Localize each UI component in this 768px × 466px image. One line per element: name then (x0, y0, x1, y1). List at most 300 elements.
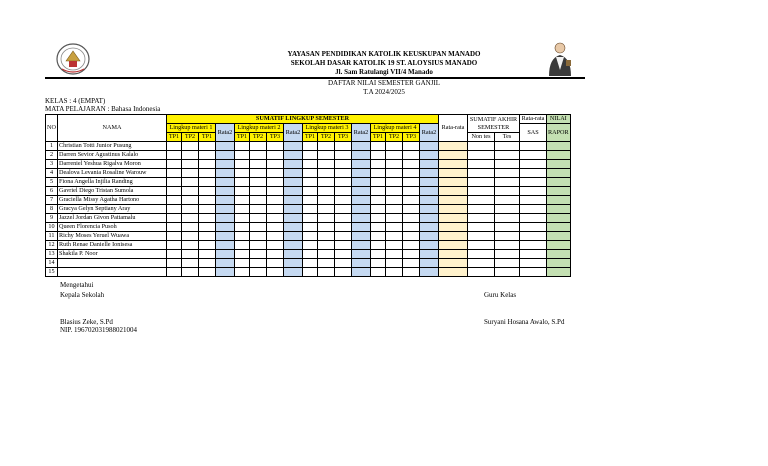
grade-cell[interactable] (199, 259, 216, 268)
grade-cell[interactable] (216, 151, 235, 160)
grade-cell[interactable] (468, 250, 495, 259)
grade-cell[interactable] (371, 223, 386, 232)
grade-cell[interactable] (318, 214, 335, 223)
grade-cell[interactable] (167, 205, 182, 214)
grade-cell[interactable] (352, 259, 371, 268)
grade-cell[interactable] (235, 151, 250, 160)
grade-cell[interactable] (303, 187, 318, 196)
grade-cell[interactable] (439, 232, 468, 241)
grade-cell[interactable] (182, 232, 199, 241)
grade-cell[interactable] (335, 268, 352, 277)
grade-cell[interactable] (547, 214, 571, 223)
grade-cell[interactable] (182, 259, 199, 268)
grade-cell[interactable] (520, 232, 547, 241)
grade-cell[interactable] (439, 268, 468, 277)
grade-cell[interactable] (495, 187, 520, 196)
grade-cell[interactable] (235, 214, 250, 223)
grade-cell[interactable] (403, 259, 420, 268)
grade-cell[interactable] (439, 151, 468, 160)
grade-cell[interactable] (199, 187, 216, 196)
grade-cell[interactable] (250, 223, 267, 232)
grade-cell[interactable] (235, 250, 250, 259)
grade-cell[interactable] (318, 232, 335, 241)
grade-cell[interactable] (199, 268, 216, 277)
grade-cell[interactable] (318, 196, 335, 205)
grade-cell[interactable] (167, 268, 182, 277)
grade-cell[interactable] (403, 223, 420, 232)
grade-cell[interactable] (547, 268, 571, 277)
grade-cell[interactable] (284, 268, 303, 277)
grade-cell[interactable] (267, 205, 284, 214)
grade-cell[interactable] (439, 259, 468, 268)
grade-cell[interactable] (284, 196, 303, 205)
grade-cell[interactable] (284, 151, 303, 160)
grade-cell[interactable] (235, 169, 250, 178)
grade-cell[interactable] (235, 241, 250, 250)
grade-cell[interactable] (495, 241, 520, 250)
grade-cell[interactable] (495, 214, 520, 223)
grade-cell[interactable] (495, 196, 520, 205)
grade-cell[interactable] (547, 205, 571, 214)
grade-cell[interactable] (352, 187, 371, 196)
grade-cell[interactable] (386, 142, 403, 151)
grade-cell[interactable] (420, 250, 439, 259)
grade-cell[interactable] (167, 232, 182, 241)
grade-cell[interactable] (250, 205, 267, 214)
grade-cell[interactable] (371, 268, 386, 277)
grade-cell[interactable] (386, 205, 403, 214)
grade-cell[interactable] (420, 232, 439, 241)
grade-cell[interactable] (495, 232, 520, 241)
grade-cell[interactable] (386, 187, 403, 196)
grade-cell[interactable] (468, 214, 495, 223)
grade-cell[interactable] (386, 268, 403, 277)
grade-cell[interactable] (250, 232, 267, 241)
grade-cell[interactable] (303, 196, 318, 205)
grade-cell[interactable] (520, 205, 547, 214)
grade-cell[interactable] (439, 178, 468, 187)
grade-cell[interactable] (352, 178, 371, 187)
grade-cell[interactable] (182, 151, 199, 160)
grade-cell[interactable] (520, 160, 547, 169)
grade-cell[interactable] (547, 169, 571, 178)
grade-cell[interactable] (420, 196, 439, 205)
grade-cell[interactable] (167, 187, 182, 196)
grade-cell[interactable] (335, 223, 352, 232)
grade-cell[interactable] (284, 160, 303, 169)
grade-cell[interactable] (403, 196, 420, 205)
grade-cell[interactable] (216, 259, 235, 268)
grade-cell[interactable] (250, 268, 267, 277)
grade-cell[interactable] (167, 151, 182, 160)
grade-cell[interactable] (520, 151, 547, 160)
grade-cell[interactable] (335, 214, 352, 223)
grade-cell[interactable] (495, 178, 520, 187)
grade-cell[interactable] (216, 214, 235, 223)
grade-cell[interactable] (250, 178, 267, 187)
grade-cell[interactable] (547, 223, 571, 232)
grade-cell[interactable] (468, 196, 495, 205)
grade-cell[interactable] (167, 196, 182, 205)
grade-cell[interactable] (235, 196, 250, 205)
grade-cell[interactable] (495, 169, 520, 178)
grade-cell[interactable] (303, 142, 318, 151)
grade-cell[interactable] (335, 169, 352, 178)
grade-cell[interactable] (386, 169, 403, 178)
grade-cell[interactable] (235, 178, 250, 187)
grade-cell[interactable] (468, 259, 495, 268)
grade-cell[interactable] (386, 178, 403, 187)
grade-cell[interactable] (216, 205, 235, 214)
grade-cell[interactable] (303, 250, 318, 259)
grade-cell[interactable] (216, 142, 235, 151)
grade-cell[interactable] (303, 160, 318, 169)
grade-cell[interactable] (199, 142, 216, 151)
grade-cell[interactable] (352, 196, 371, 205)
grade-cell[interactable] (284, 241, 303, 250)
grade-cell[interactable] (547, 178, 571, 187)
grade-cell[interactable] (167, 241, 182, 250)
grade-cell[interactable] (420, 241, 439, 250)
grade-cell[interactable] (352, 205, 371, 214)
grade-cell[interactable] (318, 241, 335, 250)
grade-cell[interactable] (403, 241, 420, 250)
grade-cell[interactable] (371, 178, 386, 187)
grade-cell[interactable] (284, 178, 303, 187)
grade-cell[interactable] (547, 232, 571, 241)
grade-cell[interactable] (439, 214, 468, 223)
grade-cell[interactable] (495, 268, 520, 277)
grade-cell[interactable] (420, 214, 439, 223)
grade-cell[interactable] (520, 169, 547, 178)
grade-cell[interactable] (335, 142, 352, 151)
grade-cell[interactable] (420, 151, 439, 160)
grade-cell[interactable] (495, 250, 520, 259)
grade-cell[interactable] (216, 187, 235, 196)
grade-cell[interactable] (318, 259, 335, 268)
grade-cell[interactable] (352, 169, 371, 178)
grade-cell[interactable] (182, 142, 199, 151)
grade-cell[interactable] (371, 232, 386, 241)
grade-cell[interactable] (199, 178, 216, 187)
grade-cell[interactable] (182, 178, 199, 187)
grade-cell[interactable] (250, 142, 267, 151)
grade-cell[interactable] (267, 241, 284, 250)
grade-cell[interactable] (371, 187, 386, 196)
grade-cell[interactable] (235, 259, 250, 268)
grade-cell[interactable] (235, 268, 250, 277)
grade-cell[interactable] (352, 214, 371, 223)
grade-cell[interactable] (167, 178, 182, 187)
grade-cell[interactable] (267, 187, 284, 196)
grade-cell[interactable] (403, 250, 420, 259)
grade-cell[interactable] (468, 160, 495, 169)
grade-cell[interactable] (267, 142, 284, 151)
grade-cell[interactable] (250, 196, 267, 205)
grade-cell[interactable] (386, 250, 403, 259)
grade-cell[interactable] (318, 187, 335, 196)
grade-cell[interactable] (199, 214, 216, 223)
grade-cell[interactable] (167, 142, 182, 151)
grade-cell[interactable] (547, 187, 571, 196)
grade-cell[interactable] (267, 214, 284, 223)
grade-cell[interactable] (520, 268, 547, 277)
grade-cell[interactable] (216, 250, 235, 259)
grade-cell[interactable] (199, 205, 216, 214)
grade-cell[interactable] (495, 142, 520, 151)
grade-cell[interactable] (267, 250, 284, 259)
grade-cell[interactable] (547, 160, 571, 169)
grade-cell[interactable] (352, 241, 371, 250)
grade-cell[interactable] (352, 160, 371, 169)
grade-cell[interactable] (303, 232, 318, 241)
grade-cell[interactable] (520, 259, 547, 268)
grade-cell[interactable] (520, 187, 547, 196)
grade-cell[interactable] (420, 160, 439, 169)
grade-cell[interactable] (167, 223, 182, 232)
grade-cell[interactable] (352, 223, 371, 232)
grade-cell[interactable] (250, 151, 267, 160)
grade-cell[interactable] (371, 250, 386, 259)
grade-cell[interactable] (182, 268, 199, 277)
grade-cell[interactable] (352, 232, 371, 241)
grade-cell[interactable] (318, 223, 335, 232)
grade-cell[interactable] (386, 214, 403, 223)
grade-cell[interactable] (267, 178, 284, 187)
grade-cell[interactable] (335, 232, 352, 241)
grade-cell[interactable] (420, 169, 439, 178)
grade-cell[interactable] (371, 196, 386, 205)
grade-cell[interactable] (420, 259, 439, 268)
grade-cell[interactable] (371, 259, 386, 268)
grade-cell[interactable] (250, 250, 267, 259)
grade-cell[interactable] (284, 205, 303, 214)
grade-cell[interactable] (352, 250, 371, 259)
grade-cell[interactable] (284, 223, 303, 232)
grade-cell[interactable] (284, 250, 303, 259)
grade-cell[interactable] (420, 142, 439, 151)
grade-cell[interactable] (267, 232, 284, 241)
grade-cell[interactable] (403, 268, 420, 277)
grade-cell[interactable] (403, 187, 420, 196)
grade-cell[interactable] (420, 223, 439, 232)
grade-cell[interactable] (250, 160, 267, 169)
grade-cell[interactable] (303, 205, 318, 214)
grade-cell[interactable] (182, 214, 199, 223)
grade-cell[interactable] (199, 160, 216, 169)
grade-cell[interactable] (468, 223, 495, 232)
grade-cell[interactable] (468, 205, 495, 214)
grade-cell[interactable] (439, 250, 468, 259)
grade-cell[interactable] (250, 187, 267, 196)
grade-cell[interactable] (439, 196, 468, 205)
grade-cell[interactable] (468, 151, 495, 160)
grade-cell[interactable] (468, 232, 495, 241)
grade-cell[interactable] (235, 187, 250, 196)
grade-cell[interactable] (468, 142, 495, 151)
grade-cell[interactable] (386, 232, 403, 241)
grade-cell[interactable] (199, 196, 216, 205)
grade-cell[interactable] (547, 259, 571, 268)
grade-cell[interactable] (420, 187, 439, 196)
grade-cell[interactable] (318, 268, 335, 277)
grade-cell[interactable] (318, 151, 335, 160)
grade-cell[interactable] (439, 169, 468, 178)
grade-cell[interactable] (167, 169, 182, 178)
grade-cell[interactable] (547, 151, 571, 160)
grade-cell[interactable] (199, 223, 216, 232)
grade-cell[interactable] (303, 178, 318, 187)
grade-cell[interactable] (284, 259, 303, 268)
grade-cell[interactable] (386, 196, 403, 205)
grade-cell[interactable] (439, 187, 468, 196)
grade-cell[interactable] (403, 160, 420, 169)
grade-cell[interactable] (267, 151, 284, 160)
grade-cell[interactable] (386, 223, 403, 232)
grade-cell[interactable] (386, 160, 403, 169)
grade-cell[interactable] (216, 223, 235, 232)
grade-cell[interactable] (303, 259, 318, 268)
grade-cell[interactable] (216, 268, 235, 277)
grade-cell[interactable] (216, 196, 235, 205)
grade-cell[interactable] (182, 187, 199, 196)
grade-cell[interactable] (199, 169, 216, 178)
grade-cell[interactable] (547, 196, 571, 205)
grade-cell[interactable] (235, 232, 250, 241)
grade-cell[interactable] (520, 223, 547, 232)
grade-cell[interactable] (318, 178, 335, 187)
grade-cell[interactable] (235, 205, 250, 214)
grade-cell[interactable] (403, 232, 420, 241)
grade-cell[interactable] (182, 205, 199, 214)
grade-cell[interactable] (250, 214, 267, 223)
grade-cell[interactable] (371, 169, 386, 178)
grade-cell[interactable] (199, 250, 216, 259)
grade-cell[interactable] (468, 241, 495, 250)
grade-cell[interactable] (284, 142, 303, 151)
grade-cell[interactable] (468, 169, 495, 178)
grade-cell[interactable] (520, 214, 547, 223)
grade-cell[interactable] (284, 169, 303, 178)
grade-cell[interactable] (495, 160, 520, 169)
grade-cell[interactable] (352, 151, 371, 160)
grade-cell[interactable] (318, 142, 335, 151)
grade-cell[interactable] (199, 232, 216, 241)
grade-cell[interactable] (335, 250, 352, 259)
grade-cell[interactable] (303, 223, 318, 232)
grade-cell[interactable] (167, 160, 182, 169)
grade-cell[interactable] (495, 259, 520, 268)
grade-cell[interactable] (267, 223, 284, 232)
grade-cell[interactable] (167, 259, 182, 268)
grade-cell[interactable] (547, 250, 571, 259)
grade-cell[interactable] (335, 187, 352, 196)
grade-cell[interactable] (371, 241, 386, 250)
grade-cell[interactable] (216, 232, 235, 241)
grade-cell[interactable] (439, 223, 468, 232)
grade-cell[interactable] (318, 250, 335, 259)
grade-cell[interactable] (235, 142, 250, 151)
grade-cell[interactable] (335, 151, 352, 160)
grade-cell[interactable] (468, 268, 495, 277)
grade-cell[interactable] (216, 160, 235, 169)
grade-cell[interactable] (335, 241, 352, 250)
grade-cell[interactable] (439, 205, 468, 214)
grade-cell[interactable] (420, 205, 439, 214)
grade-cell[interactable] (267, 268, 284, 277)
grade-cell[interactable] (284, 214, 303, 223)
grade-cell[interactable] (371, 160, 386, 169)
grade-cell[interactable] (303, 214, 318, 223)
grade-cell[interactable] (216, 178, 235, 187)
grade-cell[interactable] (371, 151, 386, 160)
grade-cell[interactable] (182, 160, 199, 169)
grade-cell[interactable] (318, 205, 335, 214)
grade-cell[interactable] (182, 250, 199, 259)
grade-cell[interactable] (167, 250, 182, 259)
grade-cell[interactable] (318, 169, 335, 178)
grade-cell[interactable] (495, 223, 520, 232)
grade-cell[interactable] (547, 142, 571, 151)
grade-cell[interactable] (303, 169, 318, 178)
grade-cell[interactable] (386, 259, 403, 268)
grade-cell[interactable] (371, 205, 386, 214)
grade-cell[interactable] (547, 241, 571, 250)
grade-cell[interactable] (468, 178, 495, 187)
grade-cell[interactable] (439, 160, 468, 169)
grade-cell[interactable] (284, 187, 303, 196)
grade-cell[interactable] (352, 142, 371, 151)
grade-cell[interactable] (267, 160, 284, 169)
grade-cell[interactable] (403, 169, 420, 178)
grade-cell[interactable] (250, 241, 267, 250)
grade-cell[interactable] (335, 259, 352, 268)
grade-cell[interactable] (468, 187, 495, 196)
grade-cell[interactable] (216, 169, 235, 178)
grade-cell[interactable] (386, 241, 403, 250)
grade-cell[interactable] (167, 214, 182, 223)
grade-cell[interactable] (284, 232, 303, 241)
grade-cell[interactable] (335, 160, 352, 169)
grade-cell[interactable] (352, 268, 371, 277)
grade-cell[interactable] (520, 142, 547, 151)
grade-cell[interactable] (318, 160, 335, 169)
grade-cell[interactable] (267, 259, 284, 268)
grade-cell[interactable] (520, 178, 547, 187)
grade-cell[interactable] (335, 196, 352, 205)
grade-cell[interactable] (182, 196, 199, 205)
grade-cell[interactable] (303, 241, 318, 250)
grade-cell[interactable] (335, 178, 352, 187)
grade-cell[interactable] (520, 250, 547, 259)
grade-cell[interactable] (216, 241, 235, 250)
grade-cell[interactable] (420, 268, 439, 277)
grade-cell[interactable] (495, 205, 520, 214)
grade-cell[interactable] (335, 205, 352, 214)
grade-cell[interactable] (495, 151, 520, 160)
grade-cell[interactable] (199, 151, 216, 160)
grade-cell[interactable] (182, 223, 199, 232)
grade-cell[interactable] (371, 214, 386, 223)
grade-cell[interactable] (250, 259, 267, 268)
grade-cell[interactable] (403, 142, 420, 151)
grade-cell[interactable] (235, 223, 250, 232)
grade-cell[interactable] (403, 214, 420, 223)
grade-cell[interactable] (403, 151, 420, 160)
grade-cell[interactable] (520, 196, 547, 205)
grade-cell[interactable] (439, 142, 468, 151)
grade-cell[interactable] (182, 169, 199, 178)
